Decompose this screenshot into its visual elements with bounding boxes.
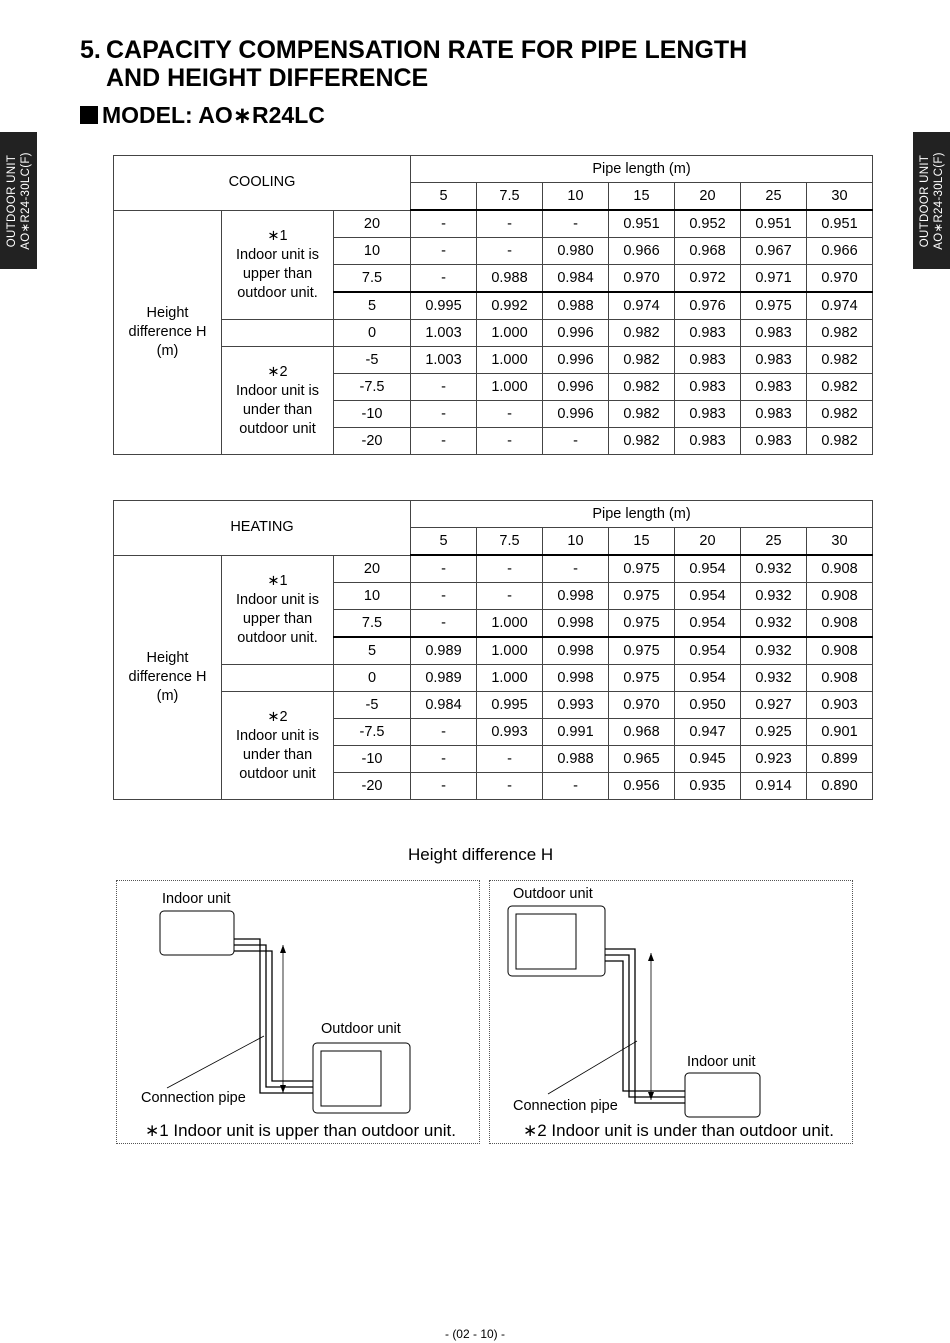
rate-cell: 0.983 xyxy=(741,428,807,455)
upper-mark: ∗1 xyxy=(267,572,288,589)
height-value-cell: 10 xyxy=(334,583,411,610)
rate-cell: 0.992 xyxy=(477,292,543,320)
rate-cell: 0.996 xyxy=(543,347,609,374)
rate-cell: - xyxy=(543,210,609,238)
rate-cell: 0.975 xyxy=(609,583,675,610)
rate-cell: - xyxy=(411,401,477,428)
rate-cell: - xyxy=(411,583,477,610)
pipe-length-cell: 5 xyxy=(411,528,477,556)
table-row xyxy=(114,555,873,583)
rate-cell: - xyxy=(477,238,543,265)
height-value-cell: -7.5 xyxy=(334,719,411,746)
rate-cell: 0.972 xyxy=(675,265,741,293)
rate-cell: - xyxy=(411,265,477,293)
rate-cell: 0.991 xyxy=(543,719,609,746)
rate-cell: 1.000 xyxy=(477,665,543,692)
rate-cell: - xyxy=(477,210,543,238)
height-value-cell: 7.5 xyxy=(334,610,411,638)
rate-cell: 0.989 xyxy=(411,665,477,692)
upper-text: Indoor unit is upper than outdoor unit. xyxy=(235,246,320,301)
height-value-cell: -10 xyxy=(334,746,411,773)
rate-cell: 0.998 xyxy=(543,583,609,610)
connection-pipe-label: Connection pipe xyxy=(141,1090,246,1106)
indoor-unit-shape xyxy=(160,911,234,955)
height-difference-label: Height difference H (m) xyxy=(114,555,222,800)
rate-cell: 0.982 xyxy=(807,320,873,347)
lower-mark: ∗2 xyxy=(267,363,288,380)
rate-cell: 0.983 xyxy=(741,347,807,374)
rate-cell: 0.975 xyxy=(609,555,675,583)
rate-cell: 0.980 xyxy=(543,238,609,265)
leader-line xyxy=(548,1041,637,1094)
rate-cell: 0.954 xyxy=(675,637,741,665)
rate-cell: 0.984 xyxy=(543,265,609,293)
rate-cell: 0.954 xyxy=(675,555,741,583)
lower-mark: ∗2 xyxy=(267,708,288,725)
lower-group-label xyxy=(222,692,334,800)
rate-cell: - xyxy=(411,555,477,583)
rate-cell: 0.927 xyxy=(741,692,807,719)
rate-cell: - xyxy=(477,583,543,610)
side-tab-line1: OUTDOOR UNIT xyxy=(5,154,18,247)
section-number: 5. xyxy=(80,36,101,64)
rate-cell: 0.970 xyxy=(609,265,675,293)
table-row xyxy=(114,692,873,719)
height-value-cell: 0 xyxy=(334,320,411,347)
rate-cell: 0.983 xyxy=(675,428,741,455)
outdoor-unit-label: Outdoor unit xyxy=(513,886,593,902)
rate-cell: 0.954 xyxy=(675,583,741,610)
side-tab-right xyxy=(913,132,950,269)
rate-cell: 0.982 xyxy=(609,320,675,347)
pipe-length-header: Pipe length (m) xyxy=(411,156,873,183)
rate-cell: 0.974 xyxy=(807,292,873,320)
rate-cell: 0.993 xyxy=(477,719,543,746)
rate-cell: 0.982 xyxy=(609,401,675,428)
rate-cell: 0.998 xyxy=(543,610,609,638)
rate-cell: 1.000 xyxy=(477,374,543,401)
rate-cell: 0.965 xyxy=(609,746,675,773)
rate-cell: 0.968 xyxy=(609,719,675,746)
pipe-length-cell: 10 xyxy=(543,528,609,556)
height-value-cell: 20 xyxy=(334,210,411,238)
pipe-length-header: Pipe length (m) xyxy=(411,501,873,528)
square-bullet-icon xyxy=(80,106,98,124)
rate-cell: 0.956 xyxy=(609,773,675,800)
indoor-unit-label: Indoor unit xyxy=(162,891,231,907)
rate-cell: 0.983 xyxy=(741,320,807,347)
rate-cell: - xyxy=(411,428,477,455)
lower-group-label xyxy=(222,347,334,455)
rate-cell: 0.968 xyxy=(675,238,741,265)
rate-cell: 0.914 xyxy=(741,773,807,800)
rate-cell: 0.932 xyxy=(741,555,807,583)
rate-cell: 0.970 xyxy=(609,692,675,719)
rate-cell: 0.983 xyxy=(741,401,807,428)
pipe-length-cell: 25 xyxy=(741,528,807,556)
rate-cell: - xyxy=(411,610,477,638)
page-footer: - (02 - 10) - xyxy=(444,1327,505,1341)
caption-upper: ∗1 Indoor unit is upper than outdoor unit. xyxy=(145,1121,457,1140)
rate-cell: 0.951 xyxy=(741,210,807,238)
rate-cell: 0.908 xyxy=(807,610,873,638)
rate-cell: - xyxy=(477,555,543,583)
rate-cell: 0.908 xyxy=(807,583,873,610)
rate-cell: 1.000 xyxy=(477,637,543,665)
heating-table xyxy=(113,500,873,800)
rate-cell: 0.988 xyxy=(477,265,543,293)
header-row xyxy=(114,501,873,528)
rate-cell: 0.998 xyxy=(543,665,609,692)
rate-cell: 0.998 xyxy=(543,637,609,665)
diagram-panel-upper xyxy=(116,880,480,1144)
upper-text: Indoor unit is upper than outdoor unit. xyxy=(235,591,320,646)
model-label: MODEL: AO∗R24LC xyxy=(102,102,325,128)
rate-cell: 0.982 xyxy=(807,347,873,374)
pipe-length-cell: 30 xyxy=(807,183,873,211)
rate-cell: 0.988 xyxy=(543,292,609,320)
pipe-length-cell: 20 xyxy=(675,528,741,556)
rate-cell: - xyxy=(411,746,477,773)
connection-pipe-label: Connection pipe xyxy=(513,1098,618,1114)
zero-group-cell xyxy=(222,665,334,692)
rate-cell: 0.945 xyxy=(675,746,741,773)
rate-cell: 0.970 xyxy=(807,265,873,293)
side-tab-left xyxy=(0,132,37,269)
rate-cell: 1.000 xyxy=(477,347,543,374)
height-value-cell: 5 xyxy=(334,637,411,665)
pipe-length-cell: 20 xyxy=(675,183,741,211)
rate-cell: 0.974 xyxy=(609,292,675,320)
rate-cell: 1.000 xyxy=(477,610,543,638)
rate-cell: 0.984 xyxy=(411,692,477,719)
rate-cell: 0.890 xyxy=(807,773,873,800)
connection-pipe-shape xyxy=(605,949,685,1103)
height-value-cell: -5 xyxy=(334,692,411,719)
rate-cell: 0.901 xyxy=(807,719,873,746)
rate-cell: 0.995 xyxy=(477,692,543,719)
rate-cell: 0.923 xyxy=(741,746,807,773)
rate-cell: 0.908 xyxy=(807,665,873,692)
rate-cell: - xyxy=(411,773,477,800)
height-value-cell: -7.5 xyxy=(334,374,411,401)
pipe-length-cell: 15 xyxy=(609,183,675,211)
rate-cell: 0.967 xyxy=(741,238,807,265)
connection-pipe-shape xyxy=(234,939,313,1093)
pipe-length-cell: 10 xyxy=(543,183,609,211)
side-tab-line1: OUTDOOR UNIT xyxy=(918,154,931,247)
header-row xyxy=(114,156,873,183)
rate-cell: 0.971 xyxy=(741,265,807,293)
rate-cell: 0.982 xyxy=(609,347,675,374)
rate-cell: 0.988 xyxy=(543,746,609,773)
zero-group-cell xyxy=(222,320,334,347)
table-title: HEATING xyxy=(114,501,411,556)
leader-line xyxy=(167,1036,264,1088)
rate-cell: 0.996 xyxy=(543,320,609,347)
rate-cell: - xyxy=(477,428,543,455)
rate-cell: 0.899 xyxy=(807,746,873,773)
rate-cell: - xyxy=(477,773,543,800)
rate-cell: 0.982 xyxy=(609,428,675,455)
rate-cell: - xyxy=(411,374,477,401)
table-row xyxy=(114,347,873,374)
lower-text: Indoor unit is under than outdoor unit xyxy=(235,382,320,437)
rate-cell: 0.983 xyxy=(675,374,741,401)
height-value-cell: 20 xyxy=(334,555,411,583)
height-value-cell: -20 xyxy=(334,428,411,455)
rate-cell: 0.983 xyxy=(675,401,741,428)
rate-cell: 0.908 xyxy=(807,637,873,665)
rate-cell: 0.982 xyxy=(807,374,873,401)
height-value-cell: 0 xyxy=(334,665,411,692)
section-title-line2: AND HEIGHT DIFFERENCE xyxy=(106,64,429,92)
side-tab-line2: AO∗R24-30LC(F) xyxy=(19,151,32,250)
rate-cell: 0.951 xyxy=(609,210,675,238)
rate-cell: 0.975 xyxy=(609,610,675,638)
table-row xyxy=(114,320,873,347)
rate-cell: 0.996 xyxy=(543,401,609,428)
lower-text: Indoor unit is under than outdoor unit xyxy=(235,727,320,782)
rate-cell: 0.982 xyxy=(807,428,873,455)
pipe-length-cell: 25 xyxy=(741,183,807,211)
rate-cell: 0.947 xyxy=(675,719,741,746)
rate-cell: 0.925 xyxy=(741,719,807,746)
rate-cell: - xyxy=(477,401,543,428)
height-value-cell: -5 xyxy=(334,347,411,374)
model-heading xyxy=(80,102,325,129)
table-row xyxy=(114,665,873,692)
height-value-cell: 7.5 xyxy=(334,265,411,293)
rate-cell: - xyxy=(411,210,477,238)
rate-cell: 0.966 xyxy=(609,238,675,265)
pipe-length-cell: 30 xyxy=(807,528,873,556)
side-tab-line2: AO∗R24-30LC(F) xyxy=(932,151,945,250)
height-value-cell: -20 xyxy=(334,773,411,800)
rate-cell: - xyxy=(543,555,609,583)
rate-cell: 0.950 xyxy=(675,692,741,719)
section-title-line1: CAPACITY COMPENSATION RATE FOR PIPE LENGTH xyxy=(106,36,748,64)
rate-cell: - xyxy=(411,719,477,746)
diagram-panel-lower xyxy=(489,880,853,1144)
rate-cell: 0.975 xyxy=(609,665,675,692)
rate-cell: 0.996 xyxy=(543,374,609,401)
height-value-cell: -10 xyxy=(334,401,411,428)
diagram-title: Height difference H xyxy=(408,845,554,864)
rate-cell: 0.932 xyxy=(741,583,807,610)
rate-cell: - xyxy=(477,746,543,773)
cooling-table xyxy=(113,155,873,455)
rate-cell: 0.983 xyxy=(675,320,741,347)
rate-cell: 0.932 xyxy=(741,665,807,692)
rate-cell: 0.983 xyxy=(741,374,807,401)
rate-cell: 0.952 xyxy=(675,210,741,238)
rate-cell: 0.966 xyxy=(807,238,873,265)
rate-cell: 0.989 xyxy=(411,637,477,665)
height-value-cell: 10 xyxy=(334,238,411,265)
outdoor-unit-label: Outdoor unit xyxy=(321,1021,401,1037)
pipe-length-cell: 15 xyxy=(609,528,675,556)
pipe-length-cell: 5 xyxy=(411,183,477,211)
rate-cell: 0.982 xyxy=(609,374,675,401)
upper-group-label xyxy=(222,555,334,665)
rate-cell: 0.903 xyxy=(807,692,873,719)
rate-cell: - xyxy=(543,773,609,800)
rate-cell: 1.003 xyxy=(411,320,477,347)
indoor-unit-label: Indoor unit xyxy=(687,1054,756,1070)
rate-cell: 0.932 xyxy=(741,610,807,638)
rate-cell: 0.935 xyxy=(675,773,741,800)
caption-lower: ∗2 Indoor unit is under than outdoor unit. xyxy=(523,1121,835,1140)
rate-cell: 0.954 xyxy=(675,665,741,692)
rate-cell: - xyxy=(411,238,477,265)
rate-cell: 0.975 xyxy=(741,292,807,320)
rate-cell: 0.993 xyxy=(543,692,609,719)
rate-cell: 1.000 xyxy=(477,320,543,347)
rate-cell: 0.976 xyxy=(675,292,741,320)
rate-cell: 0.951 xyxy=(807,210,873,238)
height-difference-label: Height difference H (m) xyxy=(114,210,222,455)
height-value-cell: 5 xyxy=(334,292,411,320)
section-title xyxy=(80,36,747,92)
table-row xyxy=(114,210,873,238)
rate-cell: 0.954 xyxy=(675,610,741,638)
indoor-unit-shape xyxy=(685,1073,760,1117)
table-title: COOLING xyxy=(114,156,411,211)
pipe-length-cell: 7.5 xyxy=(477,183,543,211)
rate-cell: - xyxy=(543,428,609,455)
rate-cell: 0.982 xyxy=(807,401,873,428)
upper-mark: ∗1 xyxy=(267,227,288,244)
rate-cell: 1.003 xyxy=(411,347,477,374)
rate-cell: 0.975 xyxy=(609,637,675,665)
pipe-length-cell: 7.5 xyxy=(477,528,543,556)
rate-cell: 0.932 xyxy=(741,637,807,665)
rate-cell: 0.983 xyxy=(675,347,741,374)
upper-group-label xyxy=(222,210,334,320)
rate-cell: 0.908 xyxy=(807,555,873,583)
rate-cell: 0.995 xyxy=(411,292,477,320)
